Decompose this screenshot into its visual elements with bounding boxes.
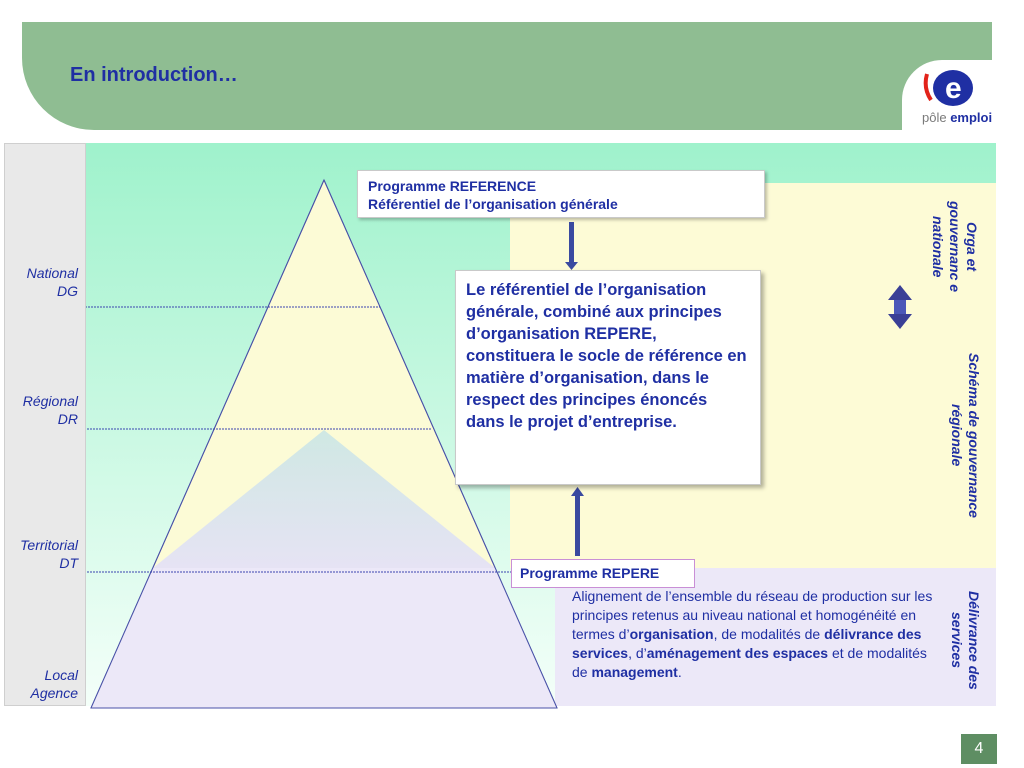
level-regional-name: Régional	[22, 393, 78, 409]
programme-repere-box: Programme REPERE	[511, 559, 695, 588]
level-territorial	[4, 536, 78, 572]
alignment-part4: et de modalités de	[572, 645, 927, 680]
level-regional	[4, 392, 78, 428]
page-title: En introduction…	[70, 64, 238, 86]
level-territorial-name: Territorial	[20, 537, 78, 553]
referentiel-note: Le référentiel de l’organisation générale, combiné aux principes d’organisation REPERE, constituera le socle de référence en matière d’organisation, dans le respect des principes énoncés dans le projet d’entreprise.	[455, 270, 761, 485]
label-orga-gouvernance: Orga et gouvernanc e nationale	[930, 201, 980, 293]
level-national-code: DG	[57, 283, 78, 299]
pyramid-local-zone	[91, 568, 557, 708]
alignment-bold-management: management	[591, 664, 678, 680]
programme-reference-box	[357, 170, 765, 218]
arrow-down-shaft	[569, 222, 574, 264]
alignment-bold-organisation: organisation	[629, 626, 714, 642]
programme-reference-subtitle: Référentiel de l’organisation générale	[368, 196, 618, 212]
arrow-up-shaft	[575, 494, 580, 556]
alignment-bold-delivrance: délivrance des services	[572, 626, 922, 661]
page-number: 4	[961, 734, 997, 764]
logo-word-emploi: emploi	[950, 110, 993, 125]
level-regional-code: DR	[57, 411, 78, 427]
level-local-code: Agence	[30, 685, 78, 701]
label-delivrance-services: Délivrance des services	[949, 590, 982, 690]
programme-reference-title: Programme REFERENCE	[368, 178, 537, 194]
label-schema-gouvernance: Schéma de gouvernance régionale	[949, 352, 982, 518]
alignment-text	[572, 587, 942, 682]
alignment-part3: , d’	[628, 645, 647, 661]
level-national-name: National	[26, 265, 78, 281]
logo-word-pole: pôle	[922, 110, 951, 125]
level-local-name: Local	[44, 667, 78, 683]
alignment-bold-amenagement: aménagement des espaces	[646, 645, 829, 661]
level-territorial-code: DT	[59, 555, 78, 571]
level-local	[4, 666, 78, 702]
alignment-part5: .	[677, 664, 682, 680]
alignment-part2: , de modalités de	[713, 626, 825, 642]
alignment-part1: Alignement de l’ensemble du réseau de production sur les principes retenus au niveau national et homogénéité en termes d’	[572, 588, 933, 642]
logo-letter: e	[945, 72, 962, 105]
level-national	[4, 264, 78, 300]
